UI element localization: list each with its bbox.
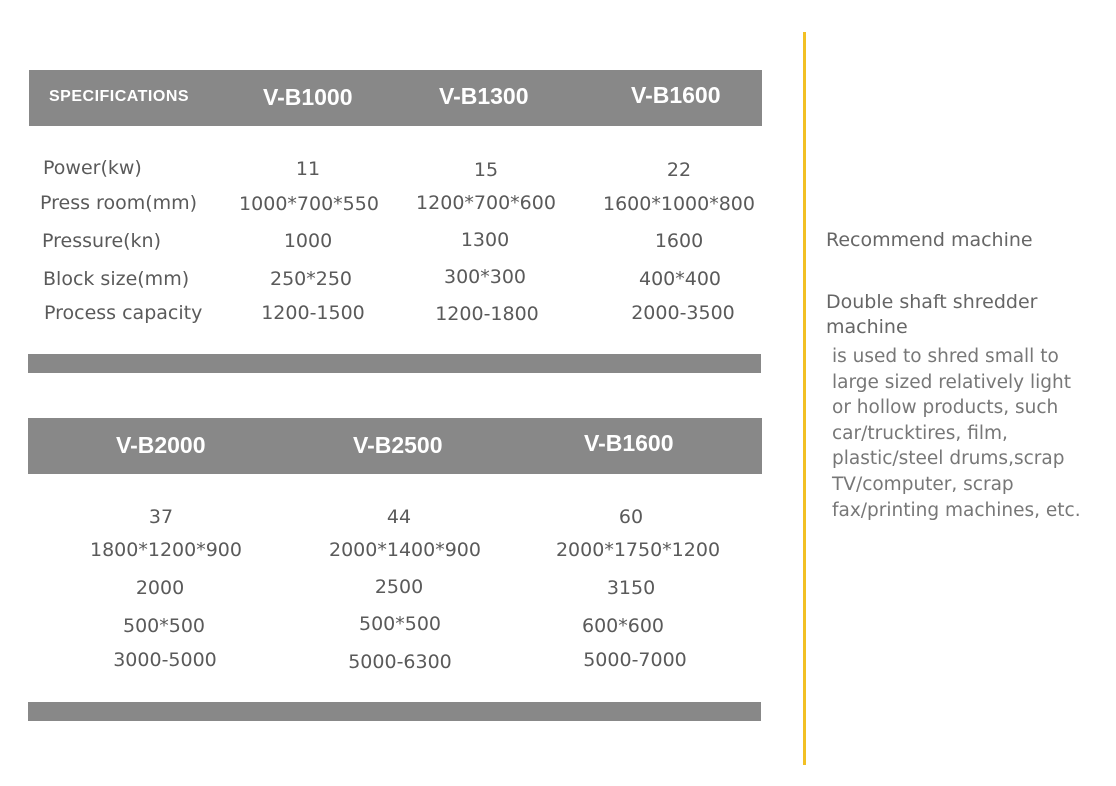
- table2-model-3: V-B1600: [584, 430, 674, 456]
- table2-cell: 44: [386, 506, 412, 528]
- table2-cell: 500*500: [122, 615, 206, 637]
- table1-cell: 1200*700*600: [416, 192, 556, 214]
- table1-cell: 250*250: [269, 268, 353, 290]
- table1-cell: 11: [295, 158, 321, 180]
- table2-cell: 2000*1750*1200: [555, 539, 721, 561]
- table2-cell: 2500: [374, 576, 424, 598]
- row-label-block-size: Block size(mm): [43, 268, 190, 290]
- table1-cell: 1600*1000*800: [603, 193, 755, 215]
- table1-footer-bar: [28, 354, 761, 373]
- table2-cell: 3000-5000: [113, 649, 217, 671]
- product-description: is used to shred small to large sized relatively light or hollow products, such car/trucktires, film, plastic/steel drums,scrap TV/computer, scrap fax/printing machines, etc.: [832, 346, 1081, 521]
- table1-cell: 1600: [654, 230, 704, 252]
- table2-cell: 60: [618, 506, 644, 528]
- sidebar-heading: Recommend machine: [826, 229, 1033, 251]
- row-label-process-capacity: Process capacity: [44, 302, 203, 324]
- row-label-power: Power(kw): [43, 157, 142, 179]
- accent-divider: [803, 32, 806, 765]
- table1-cell: 1200-1800: [435, 303, 539, 325]
- table2-cell: 600*600: [581, 615, 665, 637]
- product-title: Double shaft shredder machine: [826, 291, 1038, 338]
- row-label-pressure: Pressure(kn): [42, 230, 162, 252]
- table2-cell: 2000: [135, 577, 185, 599]
- table2-cell: 5000-6300: [348, 651, 452, 673]
- table1-model-2: V-B1300: [439, 83, 529, 109]
- table1-cell: 1300: [460, 229, 510, 251]
- table1-model-1: V-B1000: [263, 84, 353, 110]
- table1-cell: 15: [473, 159, 499, 181]
- table1-cell: 1200-1500: [261, 302, 365, 324]
- table1-cell: 1000*700*550: [239, 193, 379, 215]
- table2-footer-bar: [28, 702, 761, 721]
- table1-cell: 2000-3500: [631, 302, 735, 324]
- table2-cell: 5000-7000: [583, 649, 687, 671]
- table1-cell: 22: [666, 159, 692, 181]
- table1-cell: 1000: [283, 230, 333, 252]
- table2-cell: 1800*1200*900: [90, 539, 242, 561]
- table2-cell: 3150: [606, 577, 656, 599]
- table1-model-3: V-B1600: [631, 82, 721, 108]
- table2-model-1: V-B2000: [116, 432, 206, 458]
- table1-cell: 400*400: [638, 268, 722, 290]
- table2-cell: 2000*1400*900: [329, 539, 481, 561]
- table2-model-2: V-B2500: [353, 432, 443, 458]
- table2-cell: 37: [148, 506, 174, 528]
- table2-cell: 500*500: [358, 613, 442, 635]
- table1-cell: 300*300: [443, 266, 527, 288]
- table1-spec-label: SPECIFICATIONS: [49, 88, 190, 105]
- row-label-press-room: Press room(mm): [40, 192, 198, 214]
